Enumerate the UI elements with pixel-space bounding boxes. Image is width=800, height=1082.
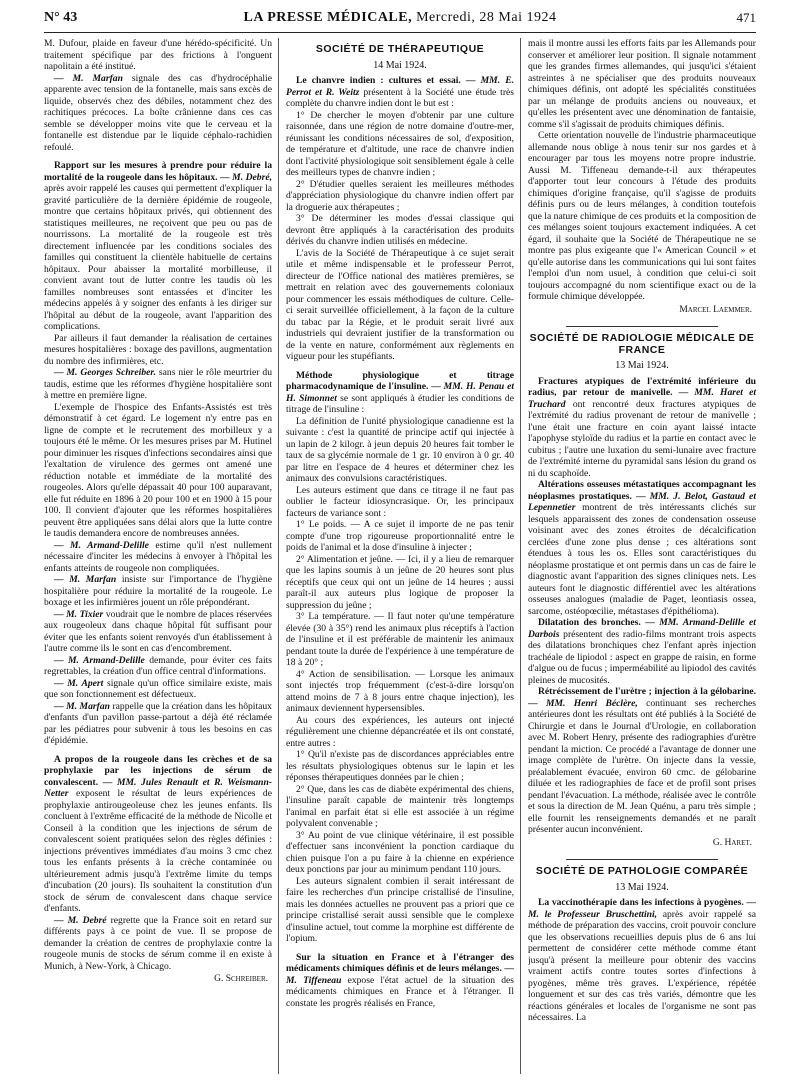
paragraph-text: rappelle que la création dans les hôpitaux d'enfants d'un pavillon passe-partout a déjà été réclamée par les pédiatres pour subvenir à tous les besoins en cas d'épidémie. — [44, 700, 272, 746]
paragraph-text: présentent des radio-films montrant trois aspects des dilatations bronchiques chez l'enfant après injection trachéale de lipiodol : aspect en grappe de raisin, en forme d'algue ou de fucus ; imperméabilité au lipiodol des cavités pleines de mucosités. — [528, 628, 756, 686]
section-title: SOCIÉTÉ DE PATHOLOGIE COMPARÉE — [535, 865, 749, 877]
paragraph-text: sans nier le rôle meurtrier du taudis, estime que les réformes d'hygiène hospitalière sont à mettre en première ligne. — [44, 367, 272, 401]
paragraph-text: estime qu'il n'est nullement nécessaire d'inciter les médecins à envoyer à l'hôpital les enfants atteints de rougeole non compliquées. — [44, 539, 272, 574]
article-author: MM. J. Belot, Gastaud et Lepennetier — [528, 490, 756, 513]
paragraph-text: exposent le résultat de leurs expériences de prophylaxie antirougeoleuse chez les jeunes enfants. Ils concluent à l'extrême efficacité de la méthode de Nicolle et Conseil à la condition que les injections de sérum de convalescent soient pratiquées selon des règles définies : injections préventives immédiates d'au moins 3 cmc chez tous les enfants présents à la crèche contaminée ou ultérieurement admis jusqu'à l'extrême limite du temps d'incubation (20 jours). Ils souhaitent la constitution d'un stock de sérum de convalescent dans chaque service d'enfants. — [44, 788, 272, 914]
paragraph: L'exemple de l'hospice des Enfants-Assistés est très démonstratif à cet égard. Le logement n'y entre pas en ligne de compte et le recrutement des morbilleux y a toujours été le même. Or les mesures prises par M. Hutinel pour diminuer les risques d'infections secondaires ainsi que l'exaltation de virulence des germes ont amené une réduction notable et immédiate de la mortalité des rougeoles. Alors qu'elle dépassait 40 pour 100 auparavant, elle fut réduite en 1896 à 20 pour 100 et en 1900 à 15 pour 100. Il convient d'ajouter que les réformes hospitalières peuvent être appliquées sans délai alors que la lutte contre le taudis demandera encore de nombreuses années. — [44, 401, 272, 539]
article-title: A propos de la rougeole dans les crèches et de sa prophylaxie par les injections de sérum de convalescent. — — [44, 753, 272, 788]
paragraph: Au cours des expériences, les auteurs ont injecté régulièrement une chienne dépancréatée et ils ont constaté, entre autres : — [286, 714, 514, 749]
section-date: 13 Mai 1924. — [615, 881, 669, 893]
paragraph-text: expose l'état actuel de la situation des médicaments chimiques en France et à l'étranger. Il constate les progrès réalisés en France, — [286, 974, 514, 1009]
article-author: MM. Jules Renault et R. Weismann-Netter — [44, 776, 272, 799]
paragraph-text: après avoir rappelé sa méthode de préparation des vaccins, croit pouvoir conclure que les observations recueillies depuis plus de 6 ans lui permettent de considérer cette méthode comme étant jusqu'à présent la meilleure pour obtenir des vaccins vraiment actifs contre toutes sortes d'infections à pyogènes, même très graves. L'expérience, répétée longuement et sur des cas très variés, démontre que les réactions générales et locales de l'organisme ne sont pas nécessaires. La — [528, 908, 756, 1023]
column-middle — [286, 38, 514, 1076]
column-divider — [520, 38, 521, 1074]
article-author: MM. E. Perrot et R. Weitz — [286, 75, 514, 98]
paragraph — [44, 678, 272, 701]
issue-number: N° 43 — [44, 10, 78, 25]
article-paragraph — [528, 686, 756, 836]
article-title: Sur la situation en France et à l'étranger des médicaments chimiques définis et de leurs mélanges. — — [286, 951, 514, 974]
paragraph: M. Dufour, plaide en faveur d'une hérédo-spécificité. Un traitement spécifique par des frictions à l'onguent napolitain a été institué. — [44, 38, 272, 72]
article-title: Fractures atypiques de l'extrémité inférieure du radius, par retour de manivelle. — — [528, 375, 756, 398]
article-paragraph — [528, 479, 756, 617]
paragraph-text: signale des cas d'hydrocéphalie apparente avec tension de la fontanelle, mais sans excès de liquide, observés chez des débiles, notamment chez des rachitiques précoces. La boîte crânienne dans ces cas semble se développer moins vite que le cerveau et la fontanelle est distendue par le liquide céphalo-rachidien refoulé. — [44, 72, 272, 153]
speaker: — M. Apert — [54, 677, 104, 689]
article-author: M. Debré, — [232, 171, 272, 183]
section-rule — [566, 859, 718, 860]
article-paragraph — [44, 160, 272, 333]
paragraph — [44, 73, 272, 154]
paragraph-text: signale qu'un office similaire existe, mais que son fonctionnement est défectueux. — [44, 677, 272, 700]
paragraph-text: voudrait que le nombre de places réservées aux rougeoleux dans chaque hôpital fût suffisant pour éviter que les enfants soient renvoyés d'un établissement à l'autre comme ils le sont en cas d'encombrement. — [44, 608, 272, 654]
paragraph — [44, 367, 272, 402]
article-author: MM. Henri Béclère, — [545, 697, 638, 709]
signature: Marcel Laemmer. — [679, 304, 752, 315]
article-author: M. Tiffeneau — [286, 974, 342, 986]
article-paragraph — [286, 75, 514, 110]
article-title: Altérations osseuses métastatiques accompagnant les néoplasmes prostatiques. — — [528, 479, 756, 502]
paragraph-text: insiste sur l'importance de l'hygiène hospitalière pour réduire la mortalité de la rougeole. Le boxage et les infirmières jouent un rôle prépondérant. — [44, 574, 272, 608]
paragraph — [44, 655, 272, 678]
paragraph-text: montrent de très intéressants clichés sur lesquels apparaissent des zones de condensation osseuse voisinant avec des zones étroites de décalcification cerclées d'une zone plus dense ; ces altérations sont étendues à tous les os. Elles sont caractéristiques du néoplasme prostatique et ont permis dans un cas de faire le diagnostic avant l'apparition des signes cliniques nets. Les auteurs font le diagnostic différentiel avec les altérations osseuses analogues (maladie de Paget, leontiasis ossea, sarcome, ostéopœcilie, métastases d'épithélioma). — [528, 502, 756, 617]
article-author: MM. H. Penau et H. Simonnet — [286, 381, 514, 404]
header-rule — [44, 32, 756, 33]
article-paragraph — [528, 376, 756, 480]
section-title: SOCIÉTÉ DE RADIOLOGIE MÉDICALE DE FRANCE — [529, 332, 755, 356]
article-title: La vaccinothérapie dans les infections à pyogènes. — — [538, 897, 756, 908]
speaker: — M. Marfan — [54, 72, 123, 84]
article-paragraph — [528, 617, 756, 686]
paragraph-text: ont rencontré deux fractures atypiques de l'extrémité du radius provenant de retour de manivelle ; l'une était une fracture en coin ayant laissé intacte l'apophyse styloïde du radius et la partie en contact avec le cubitus ; l'autre une luxation du semi-lunaire avec fracture de l'extrémité interne du pyramidal sans lésion du grand os ni du scaphoïde. — [528, 398, 756, 479]
paragraph-text: continuant ses recherches antérieures dont les résultats ont été publiés à la Société de Chirurgie et dans le Journal d'Urologie, en collaboration avec M. Robert Henry, présente des radiographies d'urètre pendant la miction. Ce procédé a l'avantage de donner une image complète de l'urètre. On injecte dans la vessie, préalablement évacuée, environ 60 cmc. de gélobarine diluée et les radiographies de face et de profil sont prises pendant l'évacuation. La méthode, réalisée avec le contrôle et sous la direction de M. Jean Quénu, a paru très simple ; elle fournit les renseignements demandés et ne paraît présenter aucun inconvénient. — [528, 697, 756, 835]
speaker: — M. Debré — [54, 914, 107, 926]
page-number: 471 — [736, 10, 756, 25]
journal-date: Mercredi, 28 Mai 1924 — [416, 10, 557, 25]
journal-title — [44, 10, 756, 26]
signature: G. Haret. — [712, 837, 752, 848]
paragraph: 3° De déterminer les modes d'essai classique qui devront être appliqués à la caractérisation des produits dérivés du chanvre indien utilisés en médecine. — [286, 213, 514, 247]
paragraph-text: présentent à la Société une étude très complète du chanvre indien dont le but est : — [286, 86, 514, 109]
article-author: M. le Professeur Bruschettini, — [528, 908, 658, 920]
article-author: MM. Armand-Delille et Darbois — [528, 617, 756, 640]
section-date: 14 Mai 1924. — [373, 59, 427, 71]
paragraph-text: regrette que la France soit en retard sur différents pays à ce point de vue. Il se propose de demander la création de centres de prophylaxie contre la rougeole munis de stocks de sérum comme il en existe à Munich, à New-York, à Chicago. — [44, 914, 272, 972]
article-paragraph — [286, 952, 514, 1010]
page-header — [44, 8, 756, 32]
column-divider — [278, 38, 279, 1074]
article-title: Méthode physiologique et titrage pharmacodynamique de l'insuline. — — [286, 369, 514, 392]
article-paragraph — [528, 897, 756, 1024]
signature: G. Schreiber. — [214, 974, 268, 984]
article-paragraph — [44, 754, 272, 915]
paragraph-text: se sont appliqués à étudier les conditions de titrage de l'insuline : — [286, 392, 514, 415]
speaker: — M. Armand-Delille — [54, 539, 149, 551]
paragraph: La définition de l'unité physiologique canadienne est la suivante : c'est la quantité de principe actif qui injectée à un lapin de 2 kilogr. à jeun depuis 20 heures fait tomber le taux de sa glycémie normale de 1 gr. 10 environ à 0 gr. 40 par litre en l'espace de 4 heures et déterminer chez les animaux des convulsions caractéristiques. — [286, 415, 514, 484]
speaker: — M. Marfan — [54, 700, 110, 712]
paragraph: 1° Qu'il n'existe pas de discordances appréciables entre les résultats physiologiques obtenus sur le lapin et les réponses thérapeutiques données par le chien ; — [286, 749, 514, 783]
article-title: Rapport sur les mesures à prendre pour réduire la mortalité de la rougeole dans les hôpitaux. — — [44, 160, 272, 183]
speaker: — M. Georges Schreiber. — [54, 367, 156, 378]
paragraph: Cette orientation nouvelle de l'industrie pharmaceutique allemande nous oblige à nous tenir sur nos gardes et à encourager par tous les moyens notre propre industrie. Aussi M. Tiffeneau demande-t-il aux thérapeutes d'apporter tout leur concours à l'étude des produits chimiques d'origine française, qu'il s'agisse de produits définis purs ou de leurs mélanges, à condition toutefois que la nature chimique de ces produits et la composition de ces mélanges soient toujours exactement indiquées. A cet égard, il souhaite que la Société de Thérapeutique ne se montre pas plus exigeante que l'« American Council » et qu'elle autorise dans les communications qui lui sont faites l'emploi d'un nom usuel, à condition que celui-ci soit toujours accompagné du nom scientifique exact ou de la formule chimique développée. — [528, 130, 756, 302]
paragraph-text: demande, pour éviter ces faits regrettables, la création d'un office central d'informations. — [44, 654, 272, 677]
article-title: Le chanvre indien : cultures et essai. — — [296, 75, 476, 86]
article-author: MM. Haret et Truchard — [528, 387, 756, 410]
article-title: Dilatation des bronches. — — [538, 617, 655, 628]
paragraph: 2° Que, dans les cas de diabète expérimental des chiens, l'insuline paraît capable de maintenir très longtemps l'animal en parfait état si elle est associée à un régime polyvalent convenable ; — [286, 783, 514, 829]
paragraph — [44, 701, 272, 747]
paragraph: L'avis de la Société de Thérapeutique à ce sujet serait utile et même indispensable et le professeur Perrot, directeur de l'Office national des matières premières, se mettrait en relation avec des gouvernements coloniaux pour commencer les essais méthodiques de culture. Celle-ci serait surveillée officiellement, à la façon de la culture du tabac par la Régie, et le produit serait livré aux industriels qui devraient justifier de la transformation ou de la vente en nature, conformément aux règlements en vigueur pour les stupéfiants. — [286, 247, 514, 362]
speaker: — M. Tixier — [54, 608, 104, 620]
paragraph — [44, 540, 272, 575]
paragraph: 3° Au point de vue clinique vétérinaire, il est possible d'effectuer sans inconvénient la ponction cardiaque du chien puisque l'on a pu faire à la chienne en expérience deux ponctions par jour au minimum pendant 110 jours. — [286, 829, 514, 875]
speaker: — M. Marfan — [54, 574, 117, 585]
column-left — [44, 38, 272, 1076]
section-date: 13 Mai 1924. — [615, 360, 669, 371]
section-rule — [566, 326, 718, 327]
paragraph: 3° La température. — Il faut noter qu'une température élevée (30 à 35°) rend les animaux plus réceptifs à l'action de l'insuline et il est préférable de maintenir les animaux pendant toute la durée de l'expérience à une température de 18 à 20° ; — [286, 611, 514, 668]
paragraph — [44, 574, 272, 609]
paragraph: 2° D'étudier quelles seraient les meilleures méthodes d'appréciation physiologique du chanvre indien offert par la droguerie aux thérapeutes ; — [286, 178, 514, 213]
paragraph: 1° De chercher le moyen d'obtenir par une culture raisonnée, dans une région de notre domaine d'outre-mer, réunissant les conditions nécessaires de sol, d'exposition, de température et d'altitude, une race de chanvre indien dont l'activité physiologique soit sensiblement égale à celle des meilleurs types de chanvre indien ; — [286, 109, 514, 178]
paragraph: 1° Le poids. — A ce sujet il importe de ne pas tenir compte d'une trop rigoureuse proportionnalité entre le poids de l'animal et la dose d'insuline à injecter ; — [286, 519, 514, 553]
paragraph — [44, 915, 272, 973]
paragraph: Les auteurs estiment que dans ce titrage il ne faut pas oublier le facteur idiosyncrasique. Or, les principaux facteurs de variance sont : — [286, 484, 514, 519]
column-right — [528, 38, 756, 1076]
paragraph: 4° Action de sensibilisation. — Lorsque les animaux sont injectés trop fréquemment (c'est-à-dire lorsqu'on attend moins de 7 à 8 jours entre chaque injection), les animaux deviennent hypersensibles. — [286, 668, 514, 714]
article-paragraph — [286, 370, 514, 416]
paragraph-text: après avoir rappelé les causes qui permettent d'expliquer la gravité particulière de la dernière épidémie de rougeole, montre que certains hôpitaux privés, qui obtiennent des statistiques meilleures, ne reçoivent que peu ou pas de nourrissons. La mortalité de la rougeole est très directement influencée par les conditions sociales des familles qui constituent la clientèle habituelle de certains hôpitaux. Pour abaisser la mortalité morbilleuse, il convient avant tout de lutter contre les taudis où les familles nombreuses sont entassées et d'inciter les médecins appelés à y soigner des enfants à les diriger sur l'hôpital au début de la rougeole, avant l'apparition des complications. — [44, 183, 272, 332]
paragraph: Les auteurs signalent combien il serait intéressant de faire les recherches d'un principe cristallisé de l'insuline, mais les données actuelles ne prouvent pas a priori que ce principe cristallisé serait aussi sensible que le complexe d'insuline actuel, tout comme la morphine est différente de l'opium. — [286, 875, 514, 944]
journal-name: LA PRESSE MÉDICALE, — [243, 10, 413, 25]
paragraph — [44, 609, 272, 655]
speaker: — M. Armand-Delille — [54, 654, 145, 666]
article-title: Rétrécissement de l'urètre ; injection à la gélobarine. — — [528, 686, 756, 709]
paragraph: 2° Alimentation et jeûne. — Ici, il y a lieu de remarquer que les lapins soumis à un jeûne de 20 heures sont plus réceptifs que ceux qui ont un jeûne de 14 heures ; aussi paraît-il aux auteurs plus logique de proposer la suppression du jeûne ; — [286, 553, 514, 611]
paragraph: Par ailleurs il faut demander la réalisation de certaines mesures hospitalières : boxage des pavillons, augmentation du nombre des infirmières, etc. — [44, 332, 272, 367]
paragraph: mais il montre aussi les efforts faits par les Allemands pour conserver et améliorer leur position. Il signale notamment que les grandes firmes allemandes, qui jusqu'ici s'étaient astreintes à ne spécialiser que des produits nouveaux chimiques définis, ont adopté les spécialités constituées par un mélange de produits anciens ou nouveaux, et qu'elles les présentent avec une dénomination de fantaisie, comme s'il s'agissait de produits chimiques définis. — [528, 38, 756, 130]
section-title: SOCIÉTÉ DE THÉRAPEUTIQUE — [315, 43, 485, 55]
